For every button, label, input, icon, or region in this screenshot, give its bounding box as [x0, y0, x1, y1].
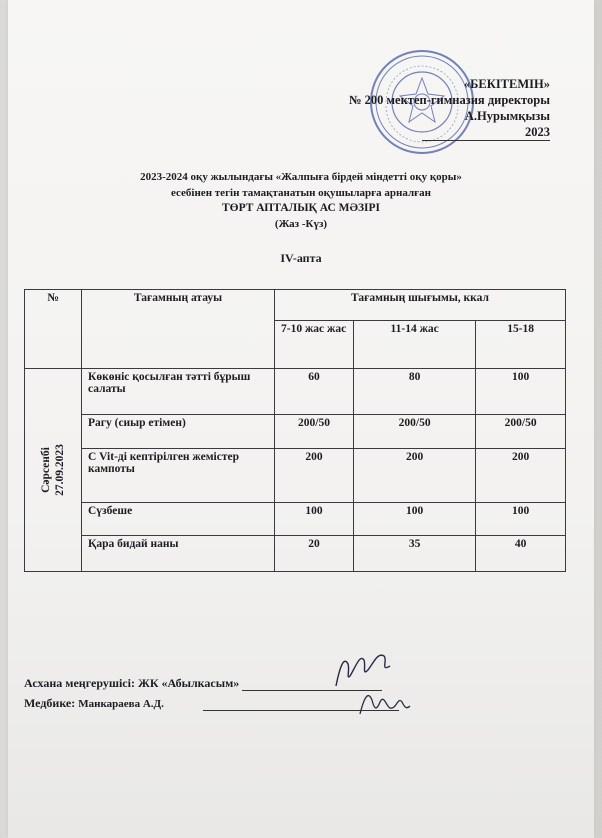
dish-name: Сүзбеше — [82, 503, 275, 535]
value-age-2: 80 — [354, 369, 476, 415]
title-line-4: (Жаз -Күз) — [274, 218, 328, 230]
header-output: Тағамның шығымы, ккал — [275, 290, 566, 321]
value-age-1: 60 — [275, 369, 354, 415]
title-line-3: ТӨРТ АПТАЛЫҚ АС МӘЗІРІ — [221, 202, 381, 214]
approval-heading: «БЕКІТЕМІН» — [463, 77, 550, 91]
table-row — [25, 369, 566, 415]
approval-name: А.Нурымқызы — [464, 109, 550, 123]
title-line-2: есебінен тегін тамақтанатын оқушыларға арналған — [171, 187, 431, 199]
value-age-3: 100 — [476, 503, 566, 535]
day-date: 27.09.2023 — [54, 444, 66, 496]
approval-block — [349, 76, 550, 141]
approval-position: № 200 мектеп-гимназия директоры — [348, 93, 550, 107]
value-age-2: 200 — [354, 449, 476, 503]
menu-table — [24, 289, 566, 572]
value-age-3: 200/50 — [476, 414, 566, 448]
header-age-1: 7-10 жас жас — [275, 321, 354, 369]
value-age-1: 200/50 — [275, 414, 354, 448]
header-dish-name: Тағамның атауы — [82, 290, 275, 369]
signature-scribble — [356, 684, 412, 718]
kitchen-head-label: Асхана меңгерушісі: ЖК «Абылкасым» — [24, 676, 240, 690]
footer-line-1 — [24, 676, 382, 691]
value-age-3: 200 — [476, 449, 566, 503]
dish-name: Қара бидай наны — [82, 535, 275, 571]
value-age-3: 100 — [476, 369, 566, 415]
dish-name: Рагу (сиыр етімен) — [82, 414, 275, 448]
day-cell — [25, 369, 82, 572]
week-label: IV-апта — [280, 251, 322, 265]
value-age-1: 20 — [275, 535, 354, 571]
title-line-1: 2023-2024 оқу жылындағы «Жалпыға бірдей міндетті оқу қоры» — [140, 171, 462, 183]
table-row — [25, 414, 566, 448]
table-row — [25, 503, 566, 535]
table-row — [25, 535, 566, 571]
value-age-3: 40 — [476, 535, 566, 571]
approval-date: 2023 — [422, 124, 550, 141]
value-age-2: 35 — [354, 535, 476, 571]
value-age-2: 100 — [354, 503, 476, 535]
dish-name: Көкөніс қосылған тәтті бұрыш салаты — [82, 369, 275, 415]
value-age-1: 200 — [275, 449, 354, 503]
value-age-2: 200/50 — [354, 414, 476, 448]
nurse-label: Медбике: — [24, 696, 76, 710]
header-age-3: 15-18 — [476, 321, 566, 369]
header-age-2: 11-14 жас — [354, 321, 476, 369]
header-number: № — [25, 290, 82, 369]
nurse-name: Манкараева А.Д. — [78, 698, 164, 710]
table-row — [25, 449, 566, 503]
dish-name: С Vit-ді кептірілген жемістер кампоты — [82, 449, 275, 503]
footer-line-2 — [24, 696, 399, 711]
value-age-1: 100 — [275, 503, 354, 535]
day-name: Сәрсенбі — [40, 447, 52, 493]
